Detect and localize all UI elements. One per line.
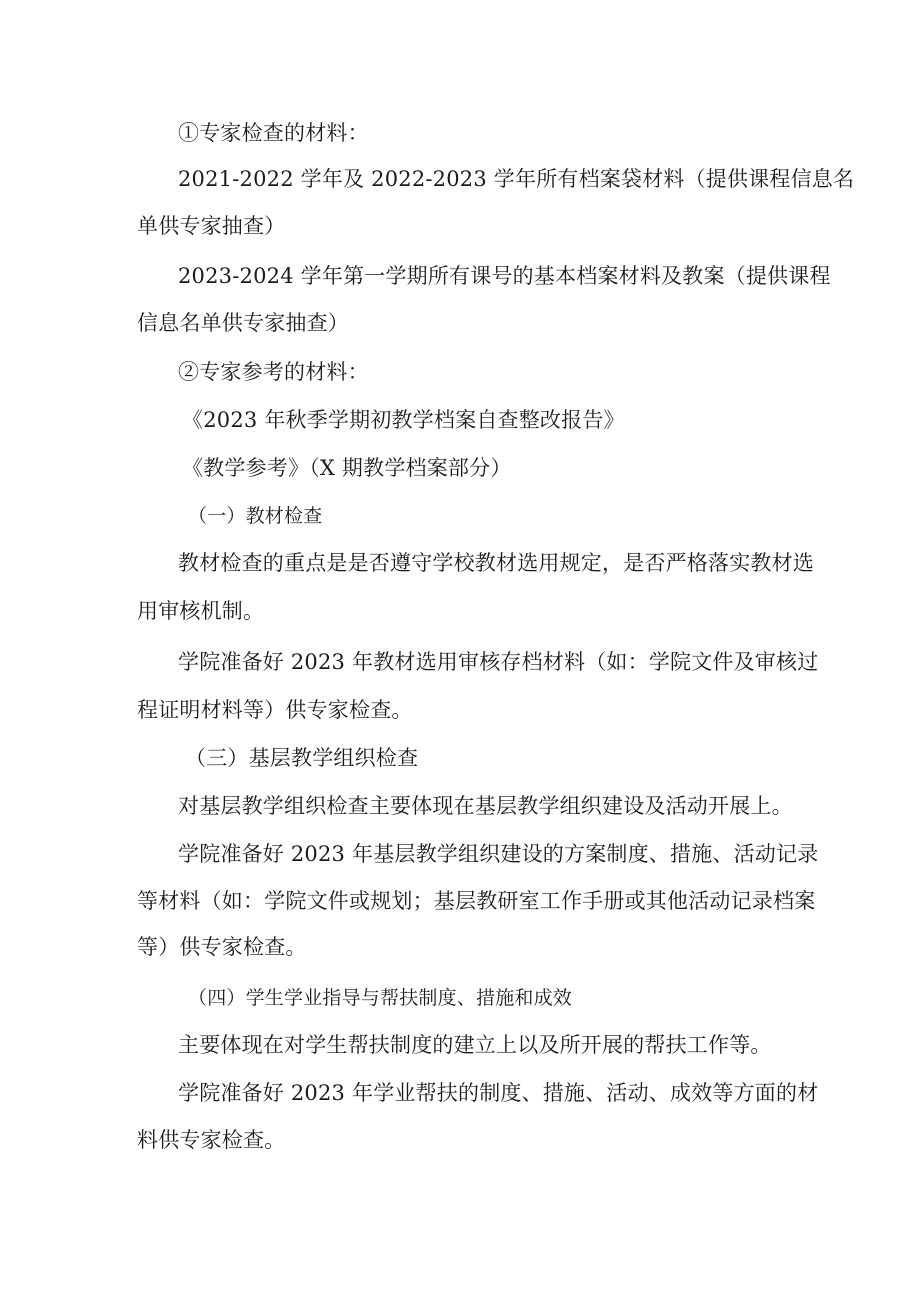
paragraph-line: 《教学参考》（X 期教学档案部分） [182, 456, 512, 480]
section-heading-teaching-org-check: （三）基层教学组织检查 [185, 746, 419, 770]
paragraph-line: 用审核机制。 [137, 599, 265, 623]
heading-expert-check-materials: ①专家检查的材料： [178, 121, 369, 145]
paragraph-line: 教材检查的重点是是否遵守学校教材选用规定，是否严格落实教材选 [178, 551, 814, 575]
paragraph-line: 2021-2022 学年及 2022-2023 学年所有档案袋材料（提供课程信息名 [178, 167, 855, 191]
paragraph-line: 单供专家抽查） [137, 214, 286, 238]
paragraph-line: 对基层教学组织检查主要体现在基层教学组织建设及活动开展上。 [178, 794, 793, 818]
paragraph-line: 学院准备好 2023 年教材选用审核存档材料（如：学院文件及审核过 [178, 650, 819, 674]
paragraph-line: 等材料（如：学院文件或规划；基层教研室工作手册或其他活动记录档案 [137, 889, 816, 913]
paragraph-line: 学院准备好 2023 年基层教学组织建设的方案制度、措施、活动记录 [178, 842, 819, 866]
paragraph-line: 信息名单供专家抽查） [137, 311, 349, 335]
paragraph-line: 2023-2024 学年第一学期所有课号的基本档案材料及教案（提供课程 [178, 264, 831, 288]
paragraph-line: 程证明材料等）供专家检查。 [137, 698, 413, 722]
heading-expert-reference-materials: ②专家参考的材料： [178, 360, 369, 384]
paragraph-line: 《2023 年秋季学期初教学档案自查整改报告》 [182, 408, 625, 432]
section-heading-textbook-check: （一）教材检查 [188, 505, 323, 527]
paragraph-line: 学院准备好 2023 年学业帮扶的制度、措施、活动、成效等方面的材 [178, 1081, 819, 1105]
section-heading-student-guidance: （四）学生学业指导与帮扶制度、措施和成效 [188, 987, 573, 1009]
paragraph-line: 主要体现在对学生帮扶制度的建立上以及所开展的帮扶工作等。 [178, 1033, 772, 1057]
paragraph-line: 等）供专家检查。 [137, 935, 307, 959]
paragraph-line: 料供专家检查。 [137, 1128, 286, 1152]
